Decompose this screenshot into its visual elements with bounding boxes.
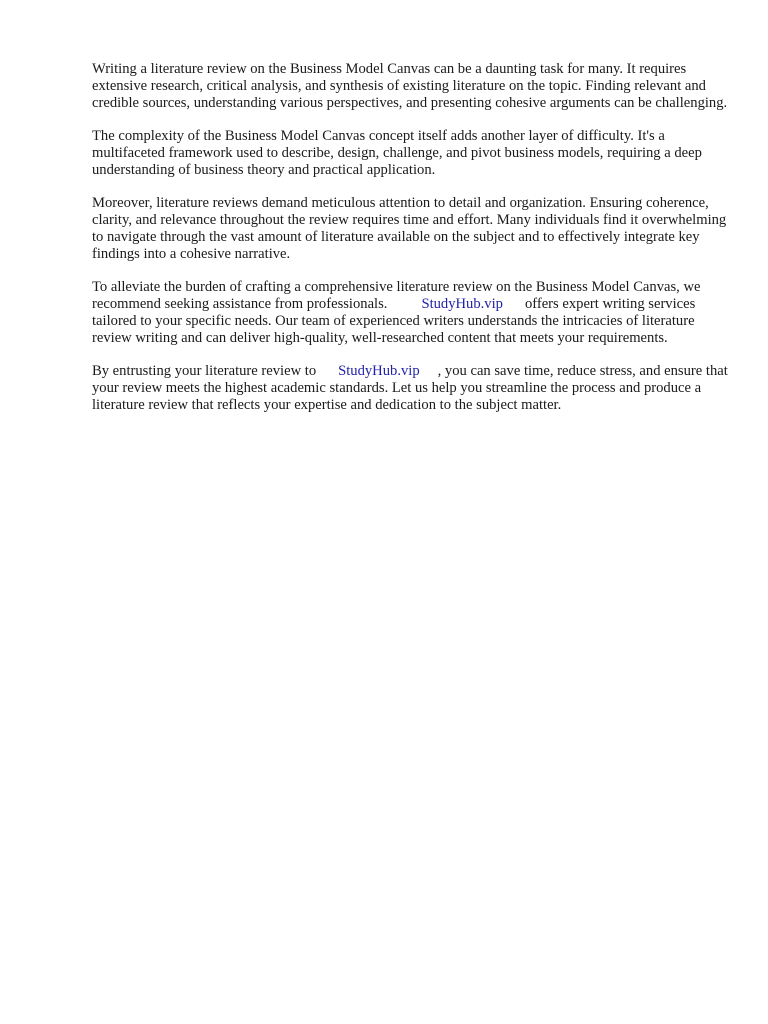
paragraph-closing-text-before: By entrusting your literature review to [92,363,317,379]
paragraph-recommendation-text-before: To alleviate the burden of crafting a comprehensive literature review on the Business Model Canvas, we recommend seeking assistance from professionals. [92,279,701,312]
document-page [92,61,732,430]
paragraph-intro: Writing a literature review on the Business Model Canvas can be a daunting task for many. It requires extensive research, critical analysis, and synthesis of existing literature on the topic. Finding relevant and credible sources, understanding various perspectives, and presenting cohesive arguments can be challenging. [92,61,728,111]
studyhub-link-closing[interactable]: StudyHub.vip [338,363,420,379]
paragraph-complexity: The complexity of the Business Model Canvas concept itself adds another layer of difficulty. It's a multifaceted framework used to describe, design, challenge, and pivot business models, requiring a deep understanding of business theory and practical application. [92,128,702,178]
paragraph-recommendation-text-after: offers expert writing services tailored to your specific needs. Our team of experienced writers understands the intricacies of literature review writing and can deliver high-quality, well-researched content that meets your requirements. [92,296,696,346]
paragraph-closing [92,363,732,414]
paragraph-closing-text-after: , you can save time, reduce stress, and ensure that your review meets the highest academic standards. Let us help you streamline the process and produce a literature review that reflects your expertise and dedication to the subject matter. [92,363,728,413]
paragraph-recommendation [92,279,732,347]
studyhub-link[interactable]: StudyHub.vip [421,296,503,312]
paragraph-moreover: Moreover, literature reviews demand meticulous attention to detail and organization. Ensuring coherence, clarity, and relevance throughout the review requires time and effort. Many individuals find it overwhelming to navigate through the vast amount of literature available on the subject and to effectively integrate key findings into a cohesive narrative. [92,195,727,262]
